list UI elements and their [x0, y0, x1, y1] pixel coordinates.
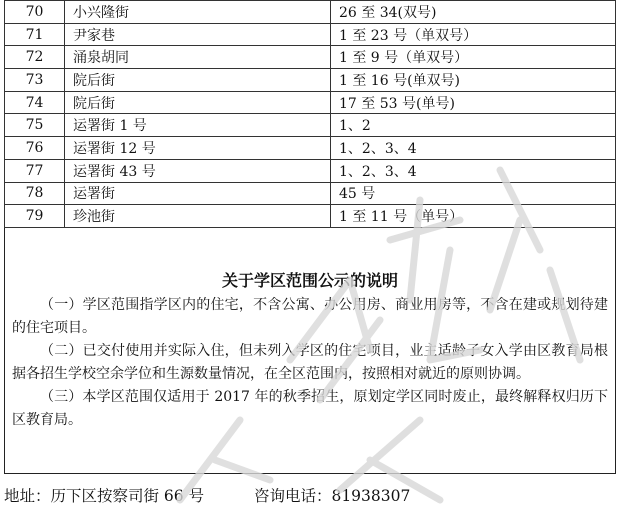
- street-name: 运署街: [65, 182, 331, 205]
- note-paragraph: （二）已交付使用并实际入住，但未列入学区的住宅项目，业主适龄子女入学由区教育局根据各招生学校空余学位和生源数量情况，在全区范围内，按照相对就近的原则协调。: [12, 343, 608, 382]
- row-number: 75: [5, 114, 65, 137]
- table-row: [5, 91, 616, 114]
- table-row: [5, 205, 616, 228]
- street-name: 小兴隆街: [65, 1, 331, 24]
- street-name: 涌泉胡同: [65, 46, 331, 69]
- street-name: 院后街: [65, 69, 331, 92]
- address-text: 地址：历下区按察司街 66 号: [4, 487, 205, 505]
- table-row: [5, 137, 616, 160]
- house-number-range: 17 至 53 号(单号): [331, 91, 616, 114]
- table-row: [5, 159, 616, 182]
- row-number: 72: [5, 46, 65, 69]
- table-row: [5, 1, 616, 24]
- street-name: 院后街: [65, 91, 331, 114]
- contact-footer: [4, 484, 410, 506]
- house-number-range: 1 至 11 号（单号）: [331, 205, 616, 228]
- row-number: 76: [5, 137, 65, 160]
- row-number: 79: [5, 205, 65, 228]
- street-name: 运署街 1 号: [65, 114, 331, 137]
- street-name: 尹家巷: [65, 23, 331, 46]
- row-number: 77: [5, 159, 65, 182]
- table-row: [5, 182, 616, 205]
- street-name: 珍池街: [65, 205, 331, 228]
- house-number-range: 1 至 16 号(单双号): [331, 69, 616, 92]
- street-name: 运署街 12 号: [65, 137, 331, 160]
- note-paragraph: （一）学区范围指学区内的住宅，不含公寓、办公用房、商业用房等，不含在建或规划待建的住宅项目。: [12, 297, 608, 336]
- row-number: 70: [5, 1, 65, 24]
- house-number-range: 1 至 23 号（单双号）: [331, 23, 616, 46]
- table-row: [5, 23, 616, 46]
- row-number: 74: [5, 91, 65, 114]
- phone-text: 咨询电话：81938307: [253, 487, 411, 505]
- note-paragraph: （三）本学区范围仅适用于 2017 年的秋季招生，原划定学区同时废止，最终解释权归历下区教育局。: [12, 389, 608, 428]
- row-number: 73: [5, 69, 65, 92]
- table-row: [5, 69, 616, 92]
- house-number-range: 26 至 34(双号): [331, 1, 616, 24]
- house-number-range: 1、2: [331, 114, 616, 137]
- school-district-table: [4, 0, 616, 228]
- house-number-range: 45 号: [331, 182, 616, 205]
- street-name: 运署街 43 号: [65, 159, 331, 182]
- house-number-range: 1 至 9 号（单双号）: [331, 46, 616, 69]
- row-number: 78: [5, 182, 65, 205]
- table-row: [5, 114, 616, 137]
- notes-title: 关于学区范围公示的说明: [221, 271, 398, 290]
- house-number-range: 1、2、3、4: [331, 137, 616, 160]
- row-number: 71: [5, 23, 65, 46]
- district-notes: [4, 268, 616, 432]
- house-number-range: 1、2、3、4: [331, 159, 616, 182]
- table-row: [5, 46, 616, 69]
